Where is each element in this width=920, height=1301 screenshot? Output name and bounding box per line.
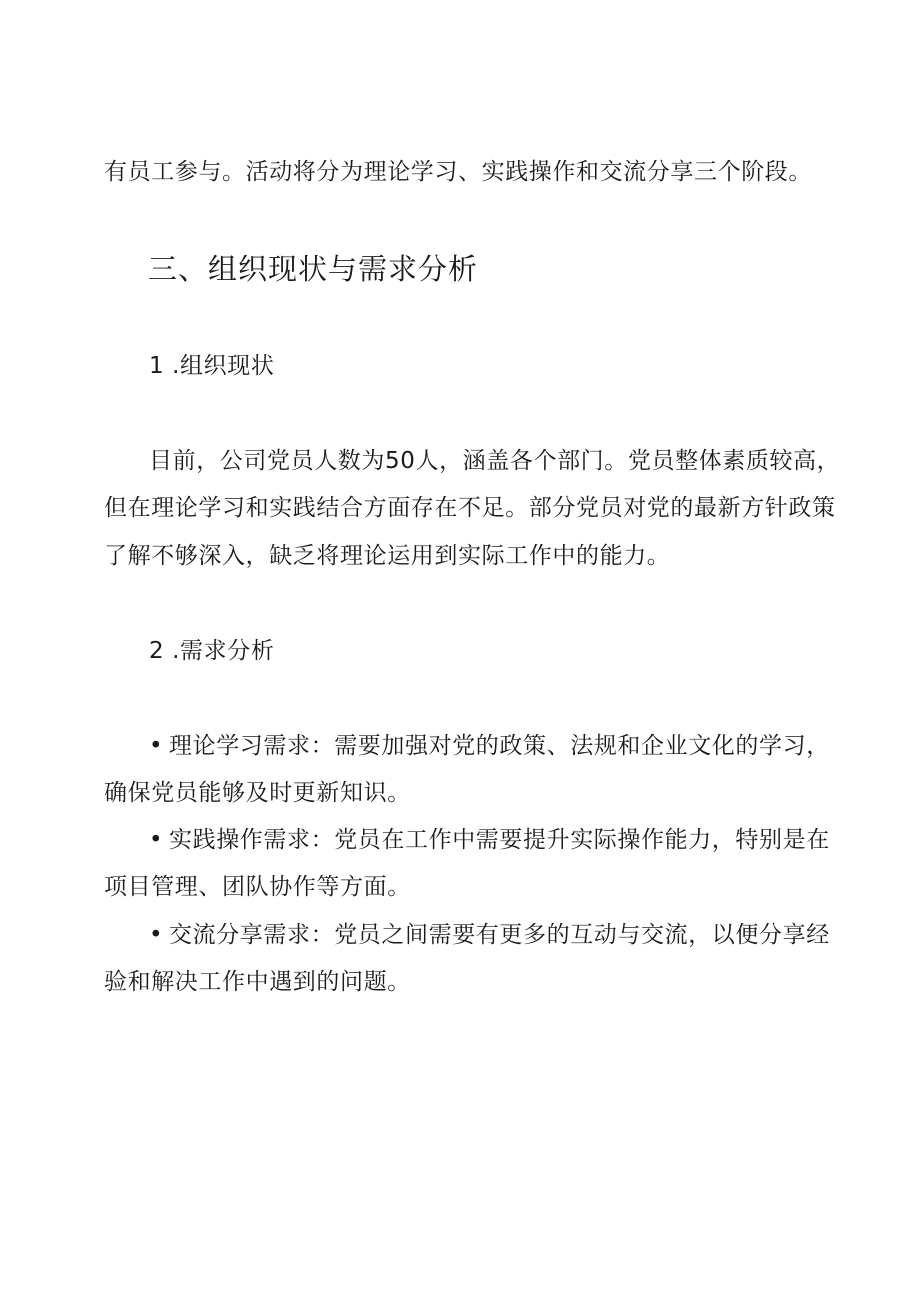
bullet-text: 交流分享需求：党员之间需要有更多的互动与交流，以便分享经 bbox=[169, 922, 830, 948]
bullet-item bbox=[149, 920, 830, 950]
section-heading: 三、组织现状与需求分析 bbox=[148, 252, 479, 286]
bullet-item bbox=[149, 825, 830, 855]
bullet-continuation: 项目管理、团队协作等方面。 bbox=[104, 874, 411, 900]
bullet-item bbox=[149, 731, 830, 761]
bullet-text: 实践操作需求：党员在工作中需要提升实际操作能力，特别是在 bbox=[169, 827, 830, 853]
subsection-title-status: 1 .组织现状 bbox=[149, 353, 275, 379]
bullet-dot: • bbox=[149, 827, 164, 853]
bullet-continuation: 验和解决工作中遇到的问题。 bbox=[104, 969, 411, 995]
subsection-title-needs: 2 .需求分析 bbox=[149, 638, 275, 664]
intro-continuation-line: 有员工参与。活动将分为理论学习、实践操作和交流分享三个阶段。 bbox=[104, 159, 812, 185]
status-paragraph-line-1: 目前，公司党员人数为50人，涵盖各个部门。党员整体素质较高， bbox=[149, 448, 841, 474]
bullet-continuation: 确保党员能够及时更新知识。 bbox=[104, 780, 411, 806]
bullet-dot: • bbox=[149, 922, 164, 948]
bullet-dot: • bbox=[149, 733, 164, 759]
bullet-text: 理论学习需求：需要加强对党的政策、法规和企业文化的学习， bbox=[169, 733, 830, 759]
status-paragraph-line-3: 了解不够深入，缺乏将理论运用到实际工作中的能力。 bbox=[104, 543, 671, 569]
status-paragraph-line-2: 但在理论学习和实践结合方面存在不足。部分党员对党的最新方针政策 bbox=[104, 495, 836, 521]
